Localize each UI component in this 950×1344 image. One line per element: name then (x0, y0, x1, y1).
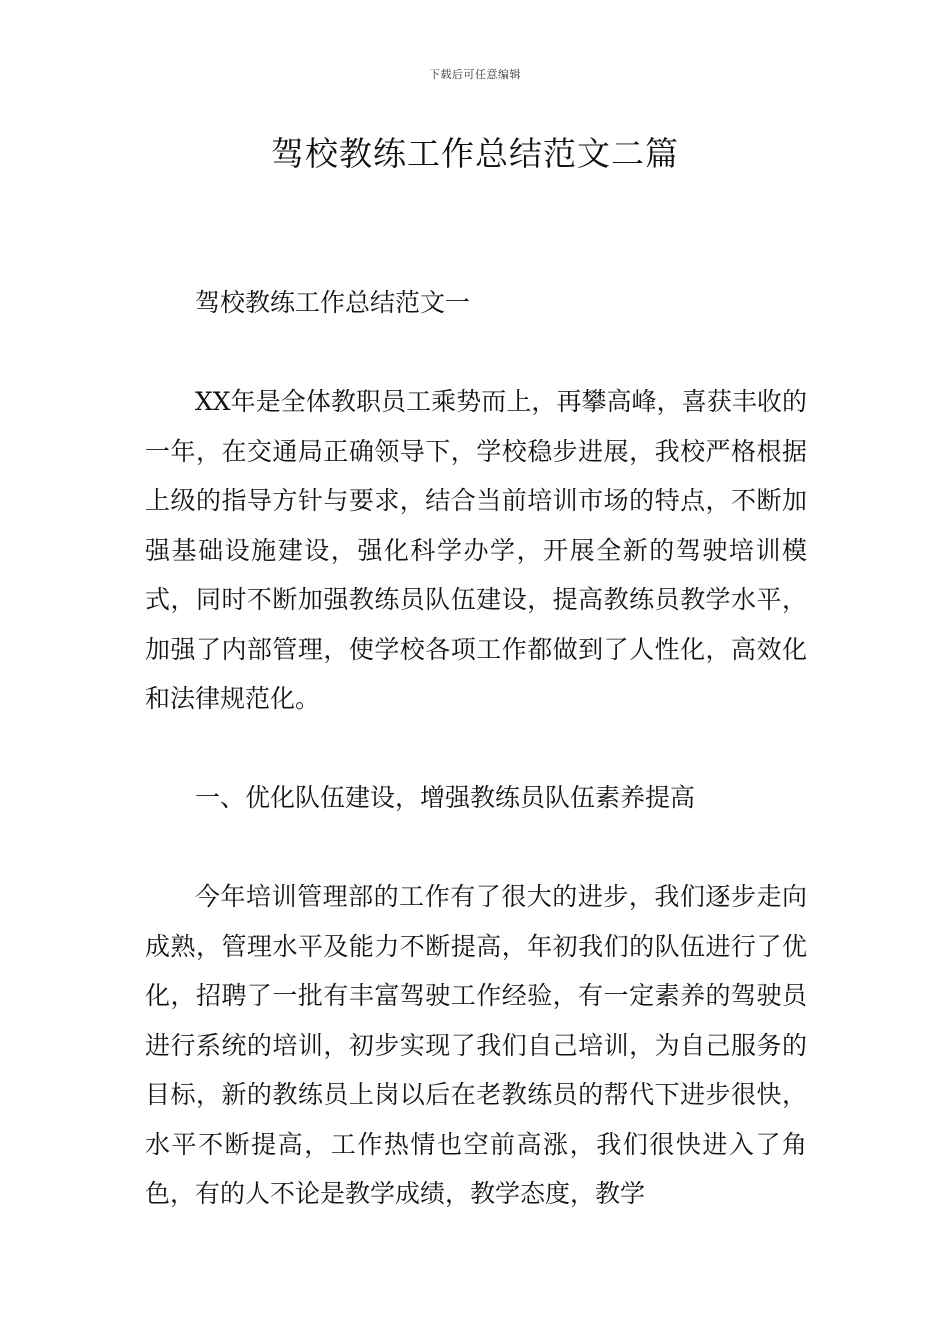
paragraph-gap (145, 823, 807, 873)
header-note: 下载后可任意编辑 (429, 68, 521, 81)
paragraph-gap (145, 724, 807, 774)
section-heading-2: 一、优化队伍建设，增强教练员队伍素养提高 (195, 783, 696, 812)
body-paragraph-2: 今年培训管理部的工作有了很大的进步，我们逐步走向成熟，管理水平及能力不断提高，年初我们的队伍进行了优化，招聘了一批有丰富驾驶工作经验，有一定素养的驾驶员进行系统的培训，初步实现了我们自己培训，为自己服务的目标，新的教练员上岗以后在老教练员的帮代下进步很快，水平不断提高，工作热情也空前高涨，我们很快进入了角色，有的人不论是教学成绩，教学态度，教学 (145, 882, 807, 1208)
document-body (145, 278, 807, 1219)
body-paragraph-1: XX年是全体教职员工乘势而上，再攀高峰，喜获丰收的一年，在交通局正确领导下，学校稳步进展，我校严格根据上级的指导方针与要求，结合当前培训市场的特点，不断加强基础设施建设，强化科学办学，开展全新的驾驶培训模式，同时不断加强教练员队伍建设，提高教练员教学水平，加强了内部管理，使学校各项工作都做到了人性化，高效化和法律规范化。 (145, 387, 807, 713)
paragraph-gap (145, 328, 807, 378)
section-heading-1: 驾校教练工作总结范文一 (195, 288, 471, 317)
document-title: 驾校教练工作总结范文二篇 (271, 134, 679, 173)
